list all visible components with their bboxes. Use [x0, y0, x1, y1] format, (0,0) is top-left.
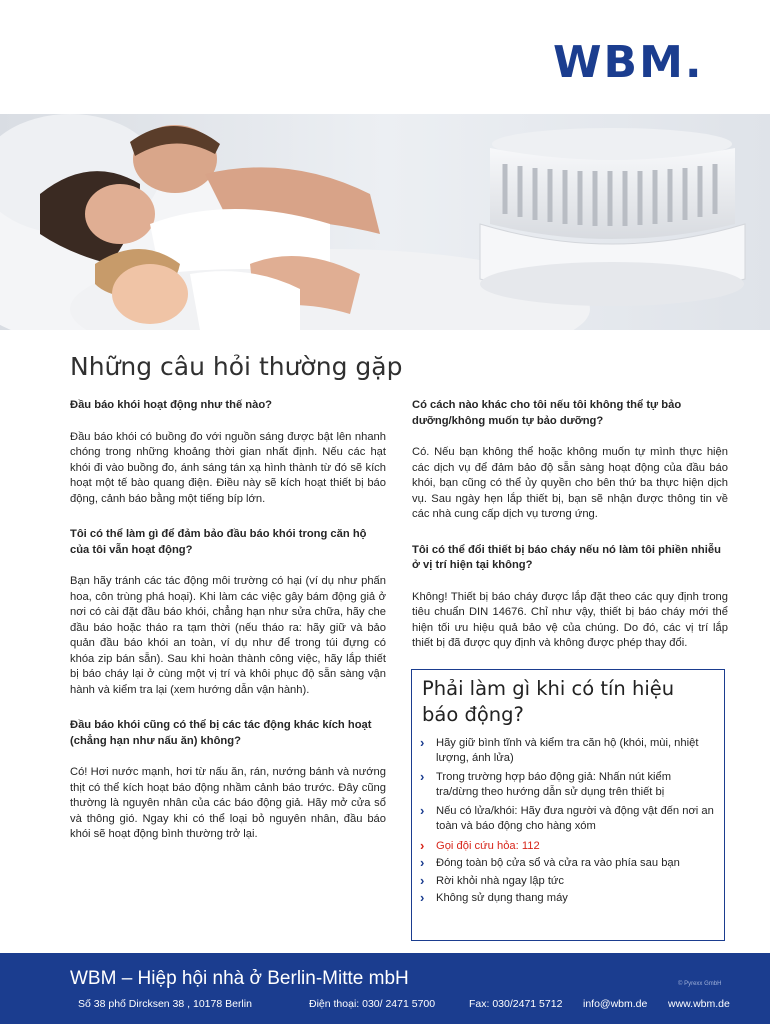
alarm-step-text: Gọi đội cứu hỏa: 112: [436, 839, 540, 852]
alarm-step-text: Hãy giữ bình tĩnh và kiểm tra căn hộ (khói, mùi, nhiệt lượng, ánh lửa): [436, 737, 699, 764]
alarm-step: [420, 736, 714, 765]
hero-photo: [0, 114, 770, 330]
footer-title: WBM – Hiệp hội nhà ở Berlin-Mitte mbH: [70, 968, 409, 989]
photo-credit: © Pyrexx GmbH: [678, 981, 722, 987]
alarm-instructions-box: [411, 669, 725, 941]
footer: [0, 953, 770, 1024]
chevron-right-icon: ›: [420, 855, 425, 871]
faq-question: Đầu báo khói cũng có thể bị các tác động khác kích hoạt (chẳng hạn như nấu ăn) không?: [70, 719, 372, 747]
faq-answer: Bạn hãy tránh các tác động môi trường có hại (ví dụ như phấn hoa, côn trùng phá hoại). Khi làm các việc gây bám động giả ở nơi có cài đặt đầu báo khói, chẳng hạn như sửa chữa, hãy che đầu báo hoặc tháo ra tạm thời (nếu tháo ra: hãy giữ và bảo quản đầu báo khói an toàn, ví dụ như để trong túi đựng có khóa zip bán sẵn). Sau khi hoàn thành công việc, hãy lắp thiết bị báo cháy lại ở cùng một vị trí và khôi phục độ sẵn sàng vận hành và kiểm tra lại (xem hướng dẫn vận hành).: [70, 575, 386, 696]
faq-answer: Có! Hơi nước mạnh, hơi từ nấu ăn, rán, nướng bánh và nướng thịt có thể kích hoạt báo động nhầm cảnh báo trước. Đây cũng thường là nguyên nhân của các báo động giả. Hãy mở cửa sổ và thông gió. Ngay khi có thể loại bỏ nguyên nhân, đầu báo khói sẽ hoạt động bình thường trở lại.: [70, 766, 386, 840]
alarm-box-title: Phải làm gì khi có tín hiệu báo động?: [422, 677, 675, 726]
faq-column-left: [70, 398, 386, 863]
chevron-right-icon: ›: [420, 735, 425, 750]
alarm-step-text: Trong trường hợp báo động giả: Nhấn nút kiểm tra/dừng theo hướng dẫn sử dụng trên thiết bị: [436, 771, 672, 798]
faq-answer: Đầu báo khói có buồng đo với nguồn sáng được bật lên nhanh chóng trong những khoảng thời gian nhất định. Nếu các hạt khói đi vào buồng đo, ánh sáng tán xạ hình thành từ đó sẽ kích hoạt một tế bào quang điện. Điều này sẽ kích hoạt thiết bị báo động, cảnh báo bằng một tiếng bíp lớn.: [70, 430, 386, 505]
chevron-right-icon: ›: [420, 803, 425, 819]
faq-column-right: [412, 398, 728, 672]
faq-question: Tôi có thể đổi thiết bị báo cháy nếu nó làm tôi phiền nhiễu ở vị trí hiện tại không?: [412, 543, 721, 571]
alarm-step: [420, 856, 714, 871]
wbm-logo: WBM.: [553, 37, 704, 88]
alarm-step-text: Đóng toàn bộ cửa sổ và cửa ra vào phía sau bạn: [436, 857, 680, 870]
alarm-step: [420, 804, 714, 833]
footer-website-link[interactable]: www.wbm.de: [668, 998, 730, 1010]
alarm-step-text: Nếu có lửa/khói: Hãy đưa người và động vật đến nơi an toàn và báo động cho hàng xóm: [436, 805, 714, 832]
faq-answer: Không! Thiết bị báo cháy được lắp đặt theo các quy định trong tiêu chuẩn DIN 14676. Chỉ như vậy, thiết bị báo cháy mới thể hiện tối ưu hiệu quả bảo vệ của chúng. Do đó, các vị trí lắp thiết bị đã được quy định và không được phép thay đổi.: [412, 590, 728, 649]
faq-question: Có cách nào khác cho tôi nếu tôi không thể tự bảo dưỡng/không muốn tự bảo dưỡng?: [412, 399, 682, 427]
footer-phone: Điện thoại: 030/ 2471 5700: [309, 998, 436, 1010]
alarm-step-text: Không sử dụng thang máy: [436, 892, 568, 905]
alarm-step-emergency-call: [420, 839, 714, 854]
faq-answer: Có. Nếu bạn không thể hoặc không muốn tự mình thực hiện các dịch vụ để đảm bảo độ sẵn sàng hoạt động của đầu báo khói, bạn cũng có thể ủy quyền cho bên thứ ba thực hiện dịch vụ. Sau ngày hẹn lắp thiết bị, bạn sẽ nhận được thông tin về các nhà cung cấp dịch vụ tương ứng.: [412, 446, 728, 520]
page-title: Những câu hỏi thường gặp: [70, 352, 403, 381]
alarm-step: [420, 891, 714, 906]
footer-address: Số 38 phố Dircksen 38 , 10178 Berlin: [78, 998, 252, 1010]
footer-email-link[interactable]: info@wbm.de: [583, 998, 648, 1010]
alarm-step-text: Rời khỏi nhà ngay lập tức: [436, 874, 565, 887]
faq-question: Tôi có thể làm gì để đảm bảo đầu báo khói trong căn hộ của tôi vẫn hoạt động?: [70, 528, 367, 556]
family-smoke-detector-illustration: [0, 114, 770, 330]
chevron-right-icon: ›: [420, 872, 425, 888]
alarm-step: [420, 770, 714, 799]
alarm-steps-list: [412, 736, 724, 906]
chevron-right-icon: ›: [420, 837, 425, 853]
faq-question: Đầu báo khói hoạt động như thế nào?: [70, 399, 273, 411]
smoke-detector-icon: [480, 128, 745, 306]
chevron-right-icon: ›: [420, 769, 425, 785]
alarm-step: [420, 874, 714, 889]
footer-fax: Fax: 030/2471 5712: [469, 998, 563, 1010]
chevron-right-icon: ›: [420, 890, 425, 906]
